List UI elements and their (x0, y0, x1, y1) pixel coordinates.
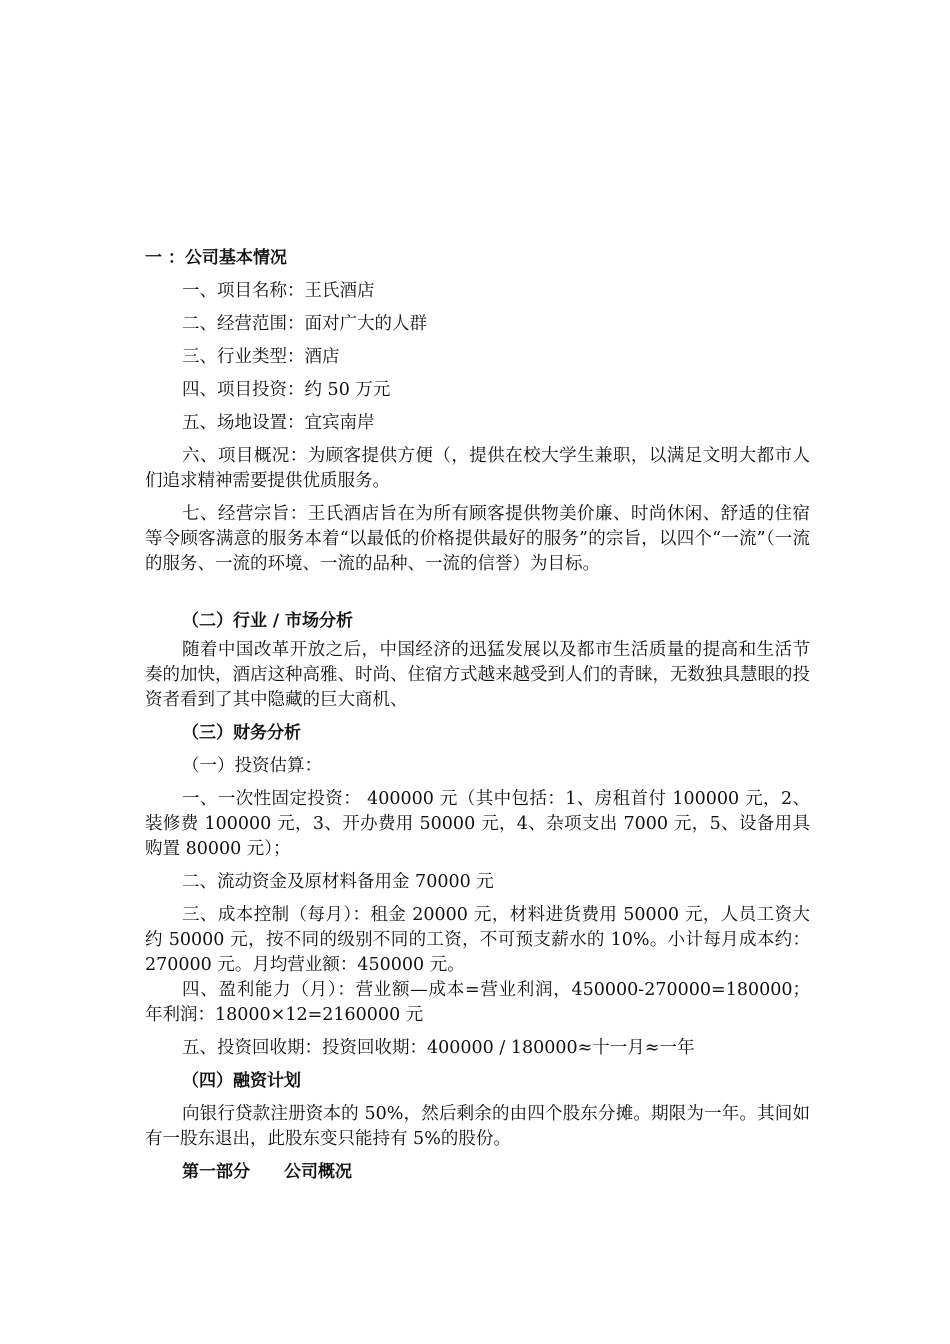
section-heading-financing-plan: （四）融资计划 (182, 1071, 301, 1091)
section-heading-part-one: 第一部分 公司概况 (182, 1162, 352, 1182)
item-fixed-investment: 一、一次性固定投资： 400000 元（其中包括：1、房租首付 100000 元，2、装修费 100000 元，3、开办费用 50000 元，4、杂项支出 7000 元，5、设备用具购置 80000 元）； (145, 789, 810, 859)
item-business-scope: 二、经营范围：面对广大的人群 (182, 314, 427, 334)
item-industry-type: 三、行业类型：酒店 (182, 347, 340, 367)
item-project-name: 一、项目名称：王氏酒店 (182, 281, 375, 301)
item-payback-period: 五、投资回收期：投资回收期：400000 / 180000≈十一月≈一年 (182, 1038, 695, 1058)
item-profitability: 四、盈利能力（月）：营业额—成本=营业利润，450000-270000=180000；年利润：18000×12=2160000 元 (145, 980, 810, 1025)
item-project-investment: 四、项目投资：约 50 万元 (182, 380, 391, 400)
item-business-purpose: 七、经营宗旨：王氏酒店旨在为所有顾客提供物美价廉、时尚休闲、舒适的住宿等令顾客满意的服务本着“以最低的价格提供最好的服务”的宗旨，以四个“一流”（一流的服务、一流的环境、一流的品种、一流的信誉）为目标。 (145, 504, 810, 574)
document-body (145, 246, 810, 1185)
item-cost-control: 三、成本控制（每月）：租金 20000 元，材料进货费用 50000 元，人员工资大约 50000 元，按不同的级别不同的工资，不可预支薪水的 10%。小计每月成本约：270000 元。月均营业额：450000 元。 (145, 905, 810, 975)
financing-plan-body: 向银行贷款注册资本的 50%，然后剩余的由四个股东分摊。期限为一年。其间如有一股东退出，此股东变只能持有 5%的股份。 (145, 1104, 810, 1149)
item-project-overview: 六、项目概况：为顾客提供方便（，提供在校大学生兼职，以满足文明大都市人们追求精神需要提供优质服务。 (145, 446, 810, 491)
section-heading-market-analysis: （二）行业 / 市场分析 (182, 611, 354, 631)
section-heading-financial-analysis: （三）财务分析 (182, 723, 301, 743)
investment-estimate-subheading: （一）投资估算： (182, 756, 322, 776)
section-heading-basic-info: 一 ：公司基本情况 (145, 248, 287, 268)
market-analysis-body: 随着中国改革开放之后，中国经济的迅猛发展以及都市生活质量的提高和生活节奏的加快，酒店这种高雅、时尚、住宿方式越来越受到人们的青睐，无数独具慧眼的投资者看到了其中隐藏的巨大商机、 (145, 640, 810, 710)
item-working-capital: 二、流动资金及原材料备用金 70000 元 (182, 872, 494, 892)
item-site-setting: 五、场地设置：宜宾南岸 (182, 413, 375, 433)
